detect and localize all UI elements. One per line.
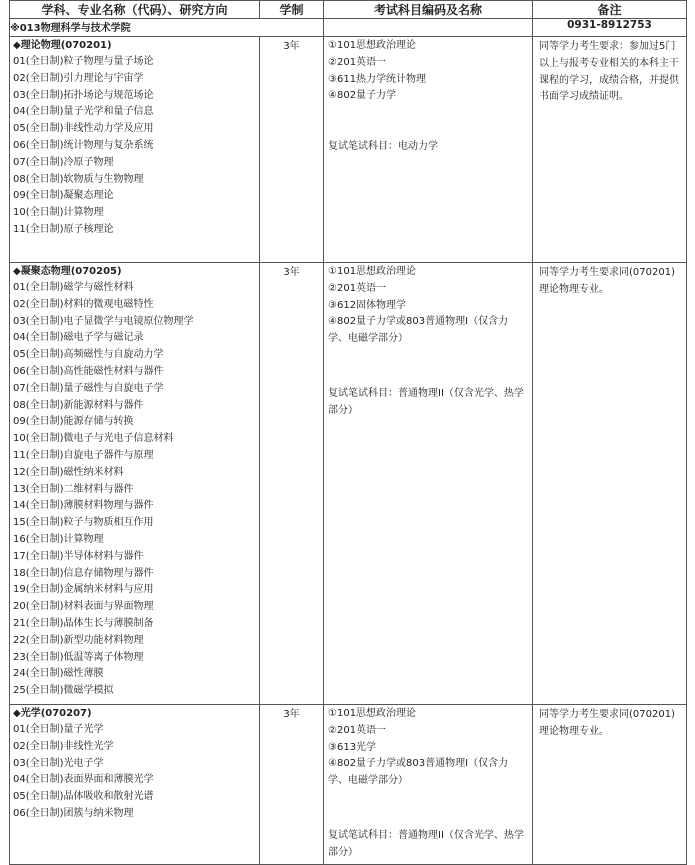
direction-item: 20(全日制)材料表面与界面物理 — [13, 601, 154, 613]
subject-item: ①101思想政治理论 — [328, 708, 417, 719]
direction-item: 23(全日制)低温等离子体物理 — [13, 651, 144, 663]
remark-text: 同等学力考生要求同(070201)理论物理专业。 — [539, 709, 675, 737]
direction-item: 09(全日制)能源存储与转换 — [13, 416, 134, 428]
college-phone: 0931-8912753 — [533, 19, 687, 37]
header-subjects: 考试科目编码及名称 — [324, 1, 533, 19]
subject-item: ③612固体物理学 — [328, 299, 407, 311]
subjects-cell — [324, 263, 533, 705]
direction-item: 11(全日制)原子核理论 — [13, 223, 114, 235]
duration-cell: 3年 — [260, 705, 324, 865]
subject-item: ③613光学 — [328, 741, 377, 753]
direction-item: 07(全日制)冷原子物理 — [13, 156, 114, 168]
header-duration: 学制 — [260, 1, 324, 19]
direction-item: 05(全日制)非线性动力学及应用 — [13, 123, 154, 135]
remark-text: 同等学力考生要求同(070201)理论物理专业。 — [539, 267, 675, 295]
direction-item: 03(全日制)电子显微学与电镜原位物理学 — [13, 315, 194, 327]
major-directions-cell — [10, 263, 260, 705]
direction-item: 06(全日制)高性能磁性材料与器件 — [13, 365, 164, 377]
remark-cell — [533, 263, 687, 705]
direction-item: 04(全日制)量子光学和量子信息 — [13, 106, 154, 118]
subject-item: ①101思想政治理论 — [328, 266, 417, 277]
direction-item: 06(全日制)团簇与纳米物理 — [13, 807, 134, 819]
retest-subject: 复试笔试科目：电动力学 — [328, 141, 438, 153]
direction-item: 02(全日制)材料的微观电磁特性 — [13, 298, 154, 310]
direction-item: 24(全日制)磁性薄膜 — [13, 668, 104, 680]
remark-text: 同等学力考生要求：参加过5门以上与报考专业相关的本科主干课程的学习，成绩合格，并提供书面学习成绩证明。 — [539, 41, 679, 103]
college-name: ※013物理科学与技术学院 — [10, 19, 324, 37]
subjects-cell — [324, 37, 533, 263]
direction-item: 04(全日制)表面界面和薄膜光学 — [13, 774, 154, 786]
major-row-theoretical-physics — [10, 37, 687, 263]
header-major: 学科、专业名称（代码）、研究方向 — [10, 1, 260, 19]
major-row-condensed-matter — [10, 263, 687, 705]
subject-item: ④802量子力学或803普通物理I（仅含力学、电磁学部分） — [328, 316, 509, 345]
direction-item: 12(全日制)磁性纳米材料 — [13, 466, 124, 478]
retest-subject: 复试笔试科目：普通物理II（仅含光学、热学部分） — [328, 829, 524, 858]
direction-item: 10(全日制)微电子与光电子信息材料 — [13, 433, 174, 445]
subject-item: ②201英语一 — [328, 56, 387, 68]
direction-item: 01(全日制)量子光学 — [13, 724, 104, 735]
direction-item: 16(全日制)计算物理 — [13, 533, 104, 545]
direction-item: 05(全日制)高频磁性与自旋动力学 — [13, 349, 164, 361]
direction-item: 03(全日制)光电子学 — [13, 757, 104, 769]
major-directions-cell — [10, 705, 260, 865]
subject-item: ④802量子力学或803普通物理I（仅含力学、电磁学部分） — [328, 758, 509, 787]
direction-item: 15(全日制)粒子与物质相互作用 — [13, 517, 154, 529]
direction-item: 07(全日制)量子磁性与自旋电子学 — [13, 382, 164, 394]
catalog-table — [9, 0, 687, 865]
direction-item: 19(全日制)金属纳米材料与应用 — [13, 584, 154, 596]
remark-cell — [533, 37, 687, 263]
college-row — [10, 19, 687, 37]
subject-item: ②201英语一 — [328, 282, 387, 294]
direction-item: 01(全日制)磁学与磁性材料 — [13, 282, 134, 293]
direction-item: 08(全日制)新能源材料与器件 — [13, 399, 144, 411]
subject-item: ③611热力学统计物理 — [328, 73, 427, 85]
header-remark: 备注 — [533, 1, 687, 19]
major-title: ◆凝聚态物理(070205) — [13, 266, 122, 277]
direction-item: 22(全日制)新型功能材料物理 — [13, 634, 144, 646]
direction-item: 02(全日制)非线性光学 — [13, 740, 114, 752]
major-row-optics — [10, 705, 687, 865]
college-empty-cell — [324, 19, 533, 37]
major-title: ◆理论物理(070201) — [13, 40, 112, 51]
direction-item: 18(全日制)信息存储物理与器件 — [13, 567, 154, 579]
direction-item: 06(全日制)统计物理与复杂系统 — [13, 139, 154, 151]
major-title: ◆光学(070207) — [13, 708, 92, 719]
direction-item: 02(全日制)引力理论与宇宙学 — [13, 72, 144, 84]
retest-subject: 复试笔试科目：普通物理II（仅含光学、热学部分） — [328, 387, 524, 416]
direction-item: 17(全日制)半导体材料与器件 — [13, 550, 144, 562]
direction-item: 05(全日制)晶体吸收和散射光谱 — [13, 791, 154, 803]
duration-cell: 3年 — [260, 263, 324, 705]
subject-item: ①101思想政治理论 — [328, 40, 417, 51]
direction-item: 08(全日制)软物质与生物物理 — [13, 173, 144, 185]
subject-item: ④802量子力学 — [328, 90, 397, 102]
direction-item: 25(全日制)微磁学模拟 — [13, 685, 114, 697]
direction-item: 11(全日制)自旋电子器件与原理 — [13, 449, 154, 461]
subjects-cell — [324, 705, 533, 865]
major-directions-cell — [10, 37, 260, 263]
remark-cell — [533, 705, 687, 865]
header-row — [10, 1, 687, 19]
direction-item: 21(全日制)晶体生长与薄膜制备 — [13, 617, 154, 629]
duration-cell: 3年 — [260, 37, 324, 263]
direction-item: 09(全日制)凝聚态理论 — [13, 190, 114, 202]
direction-item: 13(全日制)二维材料与器件 — [13, 483, 134, 495]
subject-item: ②201英语一 — [328, 724, 387, 736]
direction-item: 10(全日制)计算物理 — [13, 207, 104, 219]
direction-item: 03(全日制)拓扑场论与规范场论 — [13, 89, 154, 101]
direction-item: 01(全日制)粒子物理与量子场论 — [13, 56, 154, 67]
direction-item: 14(全日制)薄膜材料物理与器件 — [13, 500, 154, 512]
direction-item: 04(全日制)磁电子学与磁记录 — [13, 332, 144, 344]
